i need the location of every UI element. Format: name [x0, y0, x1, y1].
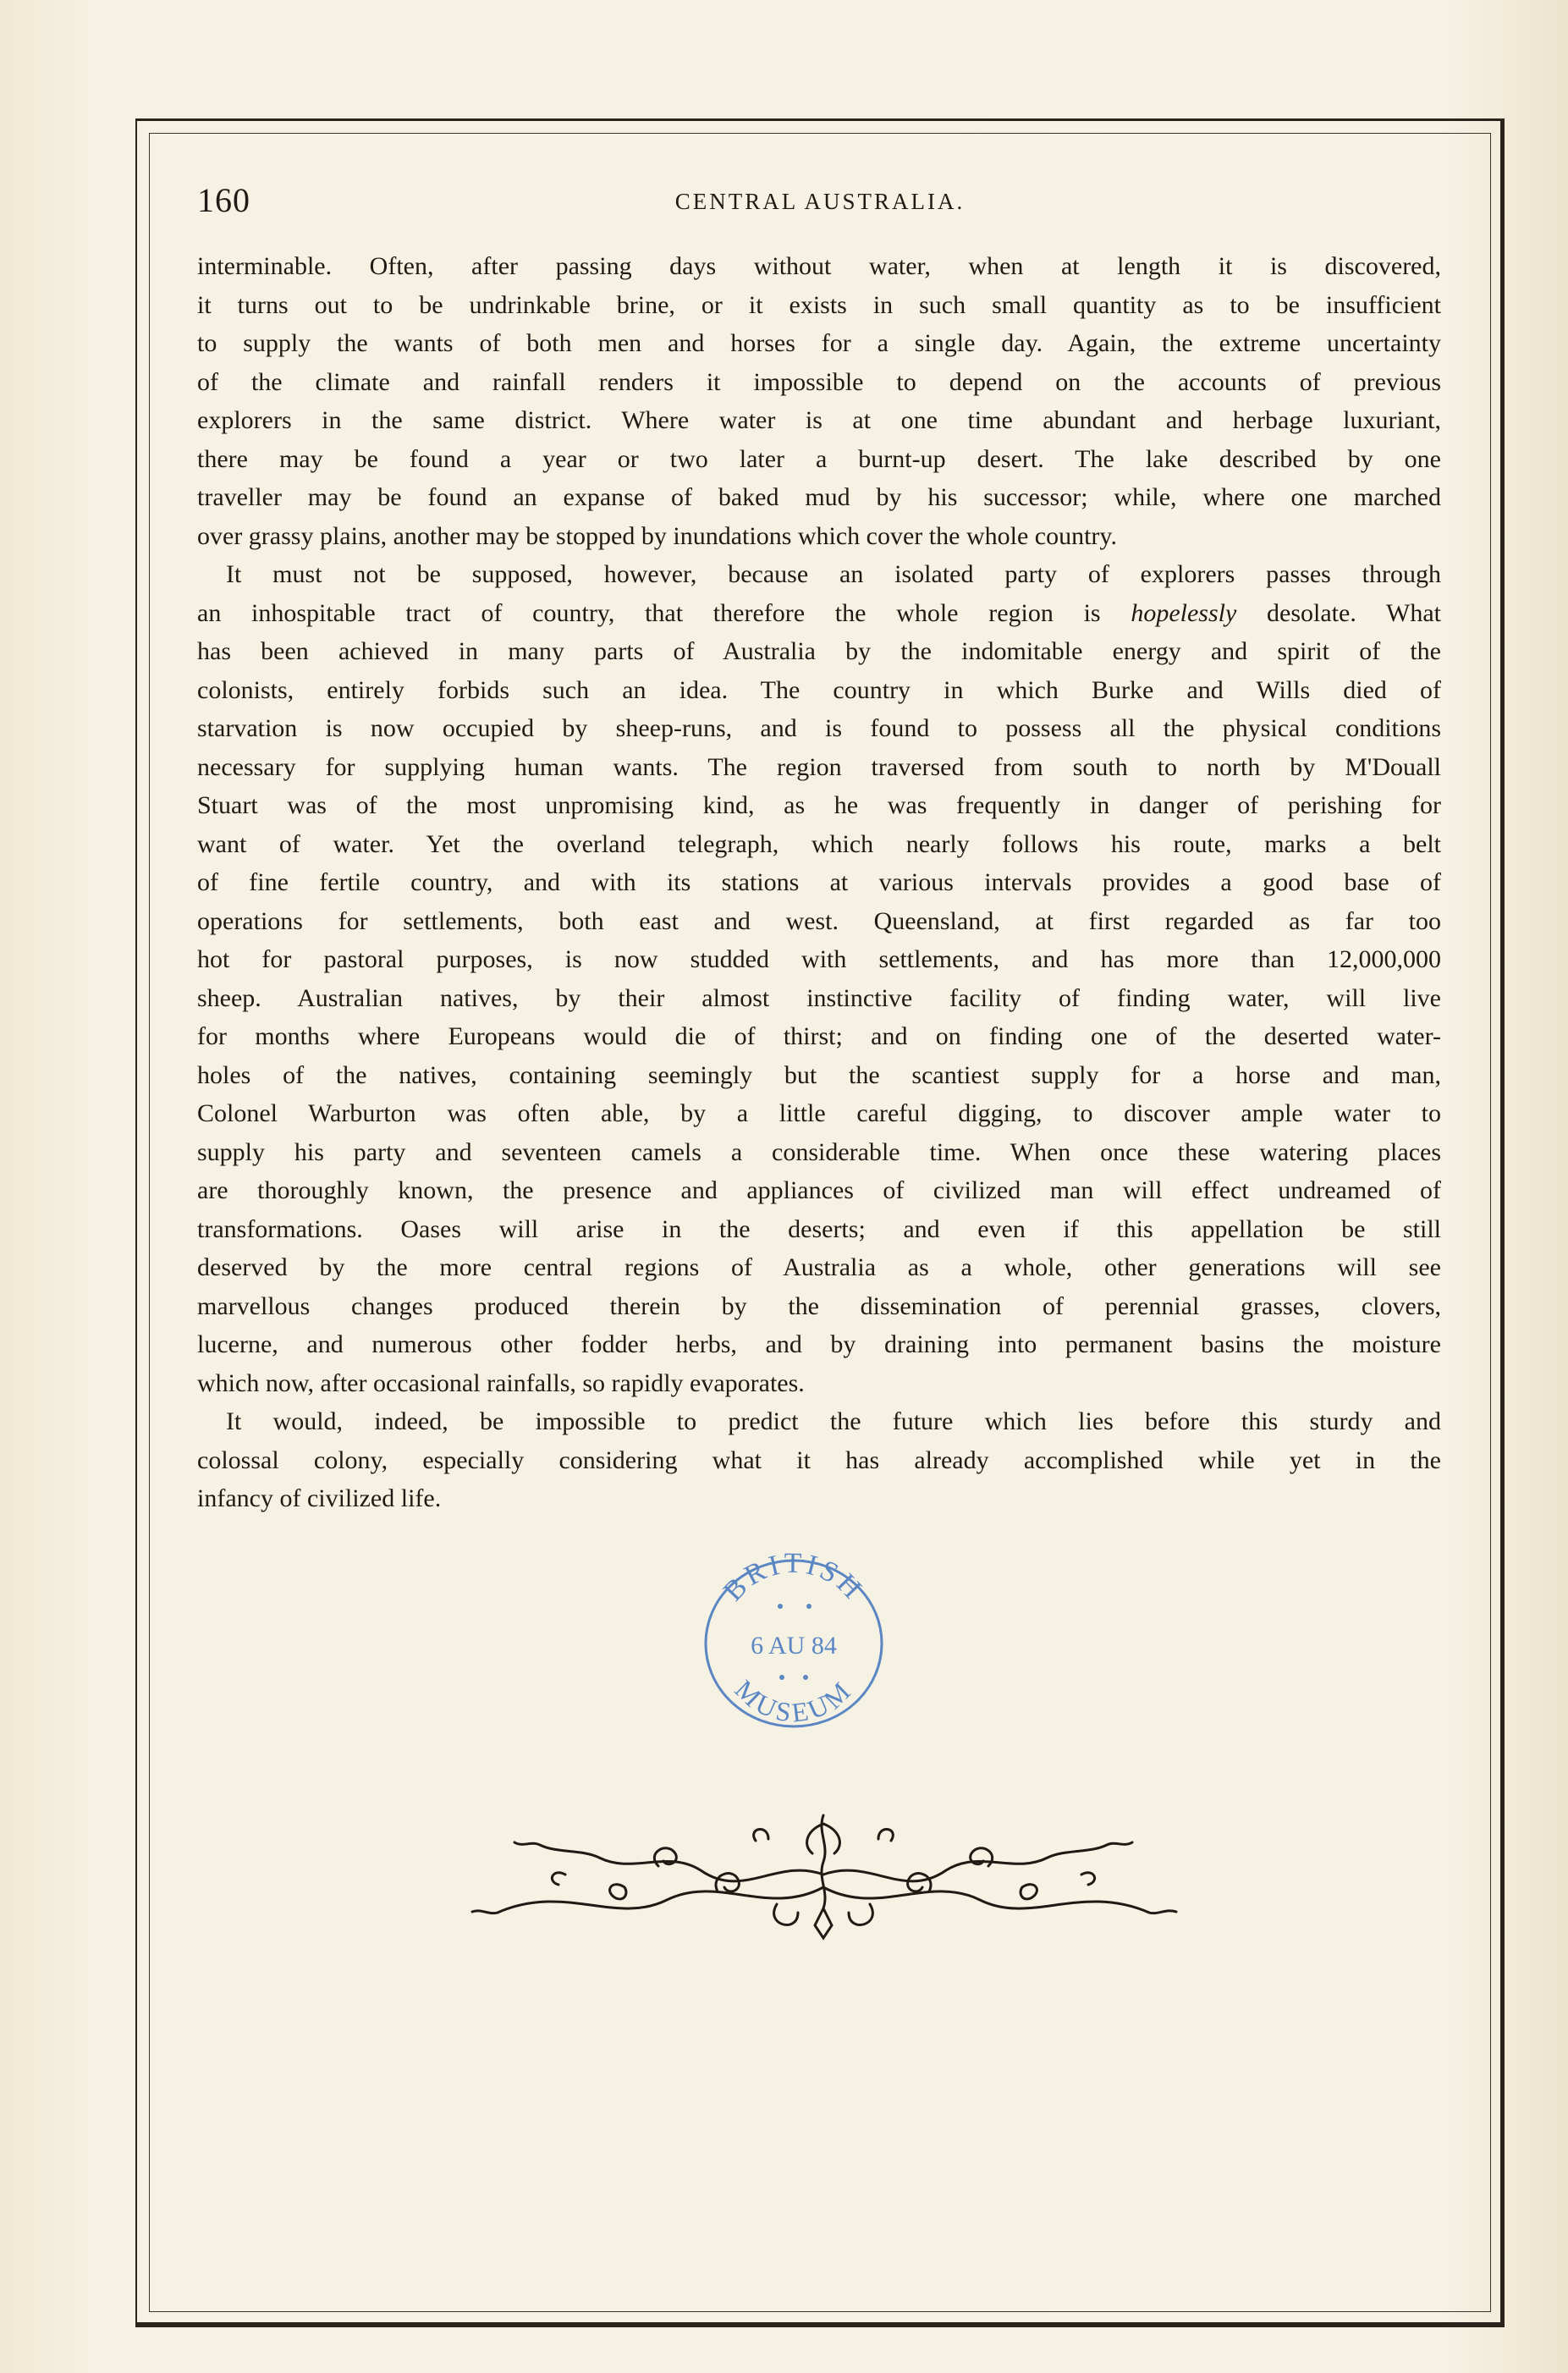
- text-run: interminable. Often, after passing days without water, when at length it is discovered,: [197, 252, 1441, 280]
- text-line: [197, 863, 1441, 902]
- text-run: lucerne, and numerous other fodder herbs, and by draining into permanent basins the moisture: [197, 1330, 1441, 1358]
- page-number: 160: [197, 181, 250, 219]
- text-run: Colonel Warburton was often able, by a little careful digging, to discover ample water to: [197, 1099, 1441, 1127]
- text-run: an inhospitable tract of country, that therefore the whole region is: [197, 598, 1131, 627]
- stamp-bottom-text: MUSEUM: [729, 1673, 859, 1728]
- text-run: transformations. Oases will arise in the deserts; and even if this appellation be still: [197, 1214, 1441, 1243]
- text-line: [197, 517, 1441, 556]
- text-line: [197, 1441, 1441, 1480]
- text-run: traveller may be found an expanse of baked mud by his successor; while, where one marched: [197, 483, 1441, 511]
- text-line: [197, 478, 1441, 517]
- text-run: colonists, entirely forbids such an idea. The country in which Burke and Wills died of: [197, 675, 1441, 704]
- body-text: [197, 247, 1441, 1518]
- text-line: [197, 440, 1441, 479]
- stamp-date: 6 AU 84: [751, 1632, 837, 1660]
- text-run: which now, after occasional rainfalls, so rapidly evaporates.: [197, 1368, 805, 1397]
- text-line: [197, 1133, 1441, 1172]
- text-line: [197, 324, 1441, 363]
- italic-word: hopelessly: [1131, 598, 1237, 627]
- text-run: holes of the natives, containing seemingly but the scantiest supply for a horse and man,: [197, 1060, 1441, 1089]
- text-run: starvation is now occupied by sheep-runs, and is found to possess all the physical conditions: [197, 714, 1441, 742]
- text-run: deserved by the more central regions of Australia as a whole, other generations will see: [197, 1253, 1441, 1281]
- text-run: explorers in the same district. Where water is at one time abundant and herbage luxuriant,: [197, 406, 1441, 434]
- text-line: [197, 286, 1441, 325]
- text-line: [197, 363, 1441, 402]
- running-head: CENTRAL AUSTRALIA.: [674, 189, 966, 214]
- text-line: [197, 1248, 1441, 1287]
- text-line: [197, 1210, 1441, 1249]
- text-line: [197, 902, 1441, 941]
- text-run: of fine fertile country, and with its stations at various intervals provides a good base of: [197, 868, 1441, 896]
- text-run: sheep. Australian natives, by their almost instinctive facility of finding water, will live: [197, 983, 1441, 1012]
- text-line: [197, 1171, 1441, 1210]
- text-run: hot for pastoral purposes, is now studded with settlements, and has more than 12,000,000: [197, 945, 1441, 973]
- text-line: [197, 247, 1441, 286]
- text-line: [197, 709, 1441, 748]
- page-header: [197, 179, 1443, 222]
- text-run: desolate. What: [1236, 598, 1441, 627]
- text-run: It would, indeed, be impossible to predict the future which lies before this sturdy and: [226, 1407, 1441, 1435]
- text-run: has been achieved in many parts of Australia by the indomitable energy and spirit of the: [197, 637, 1441, 665]
- text-line: [197, 979, 1441, 1018]
- text-run: necessary for supplying human wants. The region traversed from south to north by M'Douall: [197, 752, 1441, 781]
- text-line: [197, 594, 1441, 633]
- text-run: want of water. Yet the overland telegraph, which nearly follows his route, marks a belt: [197, 829, 1441, 858]
- british-museum-stamp: [692, 1540, 895, 1743]
- text-run: supply his party and seventeen camels a considerable time. When once these watering places: [197, 1137, 1441, 1166]
- floral-scroll-icon: [464, 1807, 1183, 1942]
- text-run: infancy of civilized life.: [197, 1484, 442, 1512]
- text-line: [197, 825, 1441, 864]
- text-run: over grassy plains, another may be stopped by inundations which cover the whole country.: [197, 521, 1117, 550]
- text-line: [197, 632, 1441, 671]
- text-line: [197, 1094, 1441, 1133]
- text-run: it turns out to be undrinkable brine, or it exists in such small quantity as to be insufficient: [197, 290, 1441, 319]
- text-line: [197, 1364, 1441, 1403]
- text-line: [197, 940, 1441, 979]
- text-line: [197, 1479, 1441, 1518]
- text-line: [197, 671, 1441, 710]
- text-line: [197, 1287, 1441, 1326]
- text-run: colossal colony, especially considering what it has already accomplished while yet in the: [197, 1445, 1441, 1474]
- text-line: [197, 1056, 1441, 1095]
- text-run: marvellous changes produced therein by the dissemination of perennial grasses, clovers,: [197, 1291, 1441, 1320]
- text-line: [197, 401, 1441, 440]
- text-run: operations for settlements, both east and west. Queensland, at first regarded as far too: [197, 906, 1441, 935]
- text-line: [197, 555, 1441, 594]
- text-line: [197, 748, 1441, 787]
- text-run: Stuart was of the most unpromising kind, as he was frequently in danger of perishing for: [197, 791, 1441, 819]
- text-run: for months where Europeans would die of thirst; and on finding one of the deserted water-: [197, 1022, 1441, 1050]
- text-line: [197, 786, 1441, 825]
- text-run: there may be found a year or two later a burnt-up desert. The lake described by one: [197, 444, 1441, 473]
- text-run: of the climate and rainfall renders it impossible to depend on the accounts of previous: [197, 367, 1441, 396]
- text-run: It must not be supposed, however, because an isolated party of explorers passes through: [226, 560, 1441, 588]
- text-line: [197, 1325, 1441, 1364]
- text-run: are thoroughly known, the presence and appliances of civilized man will effect undreamed of: [197, 1176, 1441, 1204]
- stamp-top-text: BRITISH: [717, 1547, 870, 1608]
- text-run: to supply the wants of both men and horses for a single day. Again, the extreme uncertainty: [197, 329, 1441, 357]
- text-line: [197, 1402, 1441, 1441]
- text-line: [197, 1017, 1441, 1056]
